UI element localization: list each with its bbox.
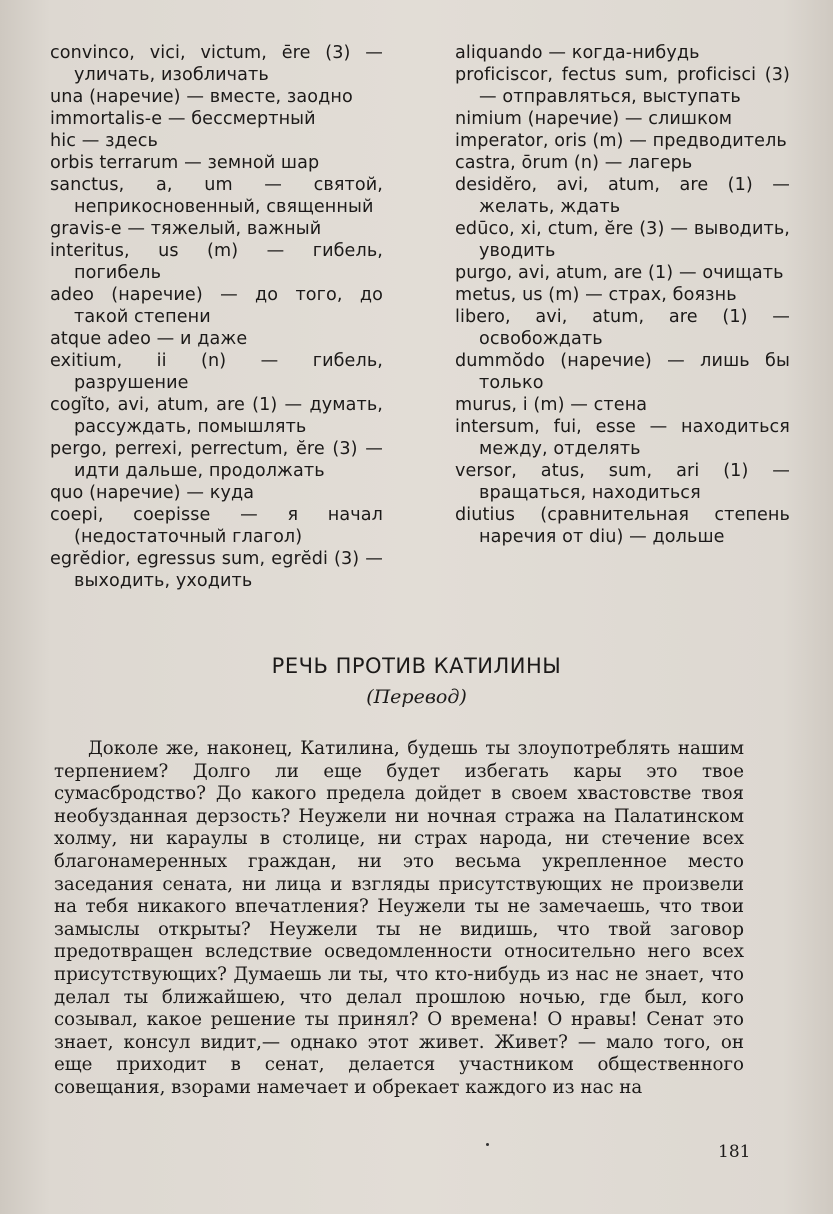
vocab-entry: hic — здесь: [50, 131, 158, 151]
vocab-entry: sanctus, a, um — святой, неприкосновенный, священный: [50, 175, 383, 217]
vocab-entry: murus, i (m) — стена: [455, 395, 648, 415]
body-paragraph: Доколе же, наконец, Катилина, будешь ты злоупотреблять нашим терпением? Долго ли еще будет избегать кары это твое сумасбродство? До какого предела дойдет в своем хвастовстве твоя необузданная дерзость? Неужели ни ночная стража на Палатинском холму, ни караулы в столице, ни страх народа, ни стечение всех благонамеренных граждан, ни это весьма укрепленное место заседания сената, ни лица и взгляды присутствующих не произвели на тебя никакого впечатления? Неужели ты не замечаешь, что твои замыслы открыты? Неужели ты не видишь, что твой заговор предотвращен вследствие осведомленности относительно него всех присутствующих? Думаешь ли ты, что кто-нибудь из нас не знает, что делал ты ближайшею, что делал прошлою ночью, где был, кого созывал, какое решение ты принял? О времена! О нравы! Сенат это знает, консул видит,— однако этот живет. Живет? — мало того, он еще приходит в сенат, делается участником общественного совещания, взорами намечает и обрекает каждого из нас на: [54, 738, 744, 1098]
vocab-entry: metus, us (m) — страх, боязнь: [455, 285, 737, 305]
section-title: РЕЧЬ ПРОТИВ КАТИЛИНЫ: [271, 654, 562, 678]
vocab-entry: exitium, ii (n) — гибель, разрушение: [50, 351, 383, 393]
vocab-entry: immortalis-e — бессмертный: [50, 109, 316, 129]
vocab-entry: egrĕdior, egressus sum, egrĕdi (3) — выходить, уходить: [50, 549, 383, 591]
vocab-entry: pergo, perrexi, perrectum, ĕre (3) — идти дальше, продолжать: [50, 439, 383, 481]
vocab-entry: aliquando — когда-нибудь: [455, 43, 700, 63]
vocab-entry: proficiscor, fectus sum, proficisci (3) — отправляться, выступать: [455, 65, 790, 107]
vocab-entry: imperator, oris (m) — предводитель: [455, 131, 787, 151]
vocab-entry: una (наречие) — вместе, заодно: [50, 87, 353, 107]
vocabulary-list: [50, 42, 790, 592]
print-speck: [486, 1143, 489, 1146]
vocabulary-column-left: [50, 42, 383, 592]
vocab-entry: intersum, fui, esse — находиться между, отделять: [455, 417, 790, 459]
vocab-entry: adeo (наречие) — до того, до такой степени: [50, 285, 383, 327]
vocab-entry: dummŏdo (наречие) — лишь бы только: [455, 351, 790, 393]
vocab-entry: purgo, avi, atum, are (1) — очищать: [455, 263, 784, 283]
vocab-entry: quo (наречие) — куда: [50, 483, 255, 503]
vocab-entry: edūco, xi, ctum, ĕre (3) — выводить, уводить: [455, 219, 790, 261]
page-number: 181: [718, 1142, 751, 1162]
vocab-entry: coepi, coepisse — я начал (недостаточный глагол): [50, 505, 383, 547]
vocab-entry: desidĕro, avi, atum, are (1) — желать, ждать: [455, 175, 790, 217]
vocab-entry: convinco, vici, victum, ēre (3) — уличать, изобличать: [50, 43, 383, 85]
vocab-entry: nimium (наречие) — слишком: [455, 109, 733, 129]
vocab-entry: diutius (сравнительная степень наречия от diu) — дольше: [455, 505, 790, 547]
vocab-entry: interitus, us (m) — гибель, погибель: [50, 241, 383, 283]
vocab-entry: orbis terrarum — земной шар: [50, 153, 320, 173]
vocab-entry: atque adeo — и даже: [50, 329, 248, 349]
vocab-entry: castra, ōrum (n) — лагерь: [455, 153, 693, 173]
section-subtitle: (Перевод): [366, 686, 467, 708]
vocab-entry: versor, atus, sum, ari (1) — вращаться, находиться: [455, 461, 790, 503]
vocab-entry: cogĭto, avi, atum, are (1) — думать, рассуждать, помышлять: [50, 395, 383, 437]
vocabulary-column-right: [455, 42, 790, 592]
vocab-entry: libero, avi, atum, are (1) — освобождать: [455, 307, 790, 349]
vocab-entry: gravis-e — тяжелый, важный: [50, 219, 322, 239]
